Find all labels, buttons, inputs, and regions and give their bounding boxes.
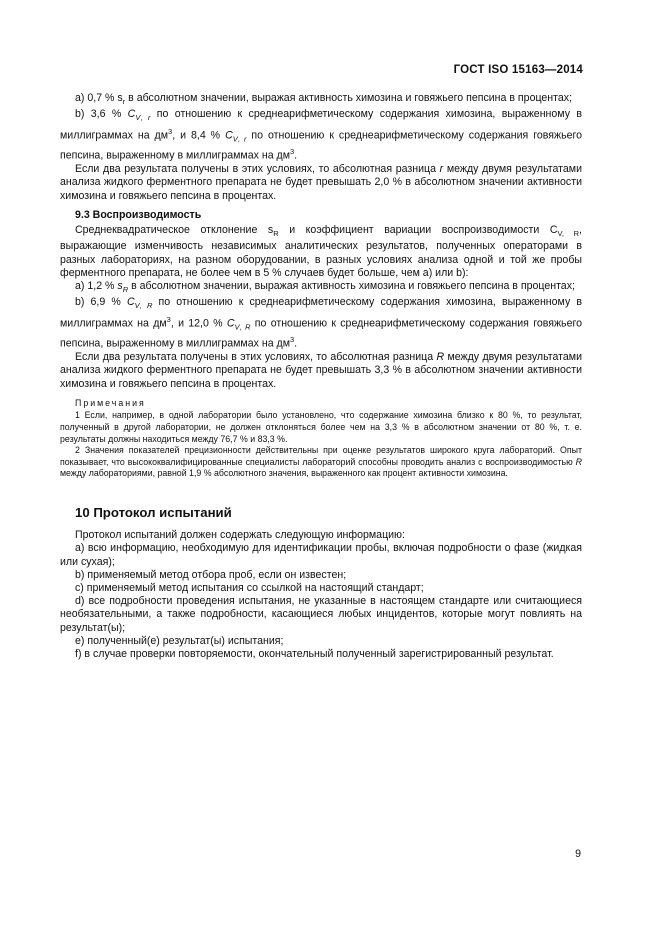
- page-number: 9: [575, 848, 581, 860]
- repeatability-item-b: b) 3,6 % $C_{V, r}$ по отношению к среднеарифметическому содержания химозина, выраженному в миллиграммах на $дм^3$, и 8,4 % $C_{V, r}$ по отношению к среднеарифметическому содержания говяжьего пепсина, выраженному в миллиграммах на $дм^3$.: [60, 108, 583, 162]
- section-10-heading: 10 Протокол испытаний: [75, 504, 232, 520]
- section-10: [60, 506, 582, 661]
- report-intro: Протокол испытаний должен содержать следующую информацию:: [75, 529, 405, 542]
- reproducibility-item-a: a) 1,2 % $s_R$ в абсолютном значении, выражая активность химозина и говяжьего пепсина в процентах;: [75, 279, 575, 295]
- section-9-3-heading: 9.3 Воспроизводимость: [75, 208, 202, 221]
- repeatability-item-a: a) 0,7 % $s_r$ в абсолютном значении, выражая активность химозина и говяжьего пепсина в процентах;: [75, 92, 573, 107]
- section-9-3: [60, 209, 582, 391]
- notes-block: [60, 398, 582, 480]
- section-9-2-continued: [60, 92, 582, 203]
- repeatability-conclusion: Если два результата получены в этих условиях, то абсолютная разница r между двумя результатами анализа жидкого ферментного препарата не будет превышать 2,0 % в абсолютном значении активности химозина и говяжьего пепсина в процентах.: [60, 163, 583, 202]
- report-item-a: a) всю информацию, необходимую для идентификации пробы, включая подробности о фазе (жидкая или сухая);: [60, 542, 582, 568]
- report-item-d: d) все подробности проведения испытания, не указанные в настоящем стандарте или считающиеся необязательными, а также подробности, касающиеся любых инцидентов, которые могут повлиять на результат(ы);: [60, 595, 582, 634]
- note-2: 2 Значения показателей прецизионности действительны при оценке результатов широкого круга лабораторий. Опыт показывает, что высококвалифицированные специалисты лабораторий способны проводить анализ с воспроизводимостью R между лабораториями, равной 1,9 % абсолютного значения, выраженного как процент активности химозина.: [60, 445, 582, 479]
- note-1: 1 Если, например, в одной лаборатории было установлено, что содержание химозина близко к 80 %, то результат, полученный в другой лаборатории, не должен отклоняться более чем на 3,3 % в абсолютном значении от 80 %, т. е. результаты должны находиться между 76,7 % и 83,3 %.: [60, 410, 582, 444]
- reproducibility-intro: Среднеквадратическое отклонение $s_R$ и коэффициент вариации воспроизводимости $C_{V, R}$, выражающие изменчивость независимых аналитических результатов, полученных операторами в разных лабораториях, на разном оборудовании, в разных условиях анализа одной и той же пробы ферментного препарата, не более чем в 5 % случаев будет больше, чем а) или b):: [60, 224, 582, 279]
- notes-title: Примечания: [75, 397, 146, 408]
- reproducibility-conclusion: Если два результата получены в этих условиях, то абсолютная разница R между двумя результатами анализа жидкого ферментного препарата не будет превышать 3,3 % в абсолютном значении активности химозина и говяжьего пепсина в процентах.: [60, 351, 583, 390]
- reproducibility-item-b: b) 6,9 % $C_{V, R}$ по отношению к среднеарифметическому содержания химозина, выраженному в миллиграммах на $дм^3$, и 12,0 % $C_{V, R}$ по отношению к среднеарифметическому содержания говяжьего пепсина, выраженному в миллиграммах на $дм^3$.: [60, 296, 582, 350]
- report-item-e: e) полученный(е) результат(ы) испытания;: [75, 634, 284, 647]
- report-item-c: c) применяемый метод испытания со ссылкой на настоящий стандарт;: [75, 581, 424, 594]
- report-item-f: f) в случае проверки повторяемости, окончательный полученный зарегистрированный результат.: [75, 647, 554, 660]
- document-header: ГОСТ ISO 15163—2014: [453, 64, 583, 76]
- report-item-b: b) применяемый метод отбора проб, если он известен;: [75, 568, 347, 581]
- document-body: [60, 92, 582, 661]
